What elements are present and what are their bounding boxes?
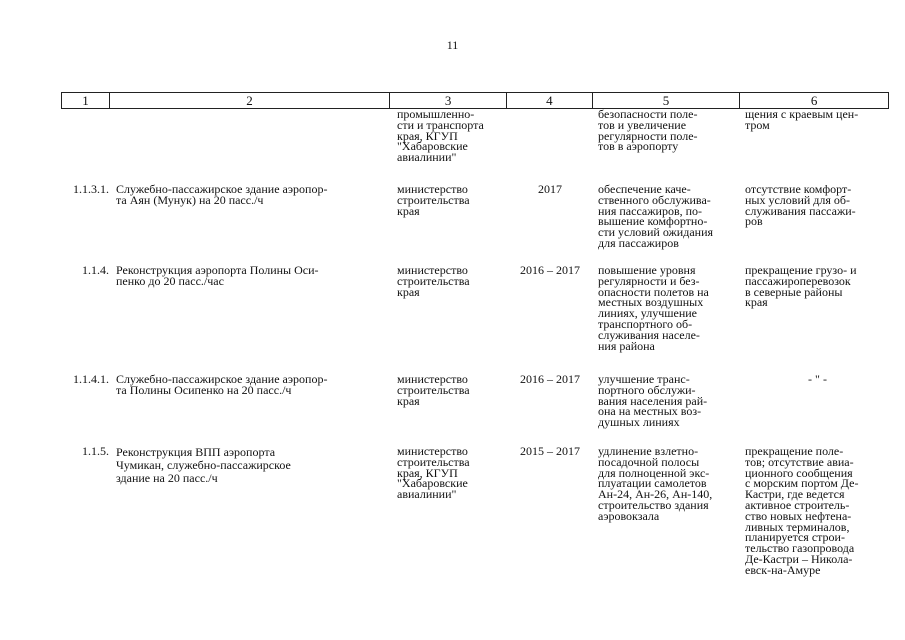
row-result: улучшение транс- портного обслужи- вания населения рай- она на местных воз- душных линиях — [598, 372, 708, 430]
row-number: 1.1.3.1. — [73, 182, 109, 196]
row-years: 2016 – 2017 — [520, 263, 580, 277]
row-number: 1.1.5. — [82, 444, 109, 458]
row-years: 2015 – 2017 — [520, 444, 580, 458]
column-header-2: 2 — [110, 93, 390, 108]
row-years: 2017 — [538, 182, 562, 196]
continuation-result-cell: безопасности поле- тов и увеличение регулярности поле- тов в аэропорту — [598, 107, 698, 154]
column-header-5: 5 — [593, 93, 741, 108]
row-name: Реконструкция аэропорта Полины Оси- пенко до 20 пасс./час — [116, 263, 319, 288]
row-result: обеспечение каче- ственного обслужива- ния пассажиров, по- вышение комфортно- сти условий ожидания для пассажиров — [598, 182, 714, 250]
row-result: повышение уровня регулярности и без- опасности полетов на местных воздушных линиях, улучшение транспортного об- служивания населе- ния района — [598, 263, 709, 353]
row-name: Служебно-пассажирское здание аэропор- та Полины Осипенко на 20 пасс./ч — [116, 372, 328, 397]
row-years: 2016 – 2017 — [520, 372, 580, 386]
row-executor: министерство строительства края — [397, 182, 470, 218]
row-problem: - " - — [808, 372, 827, 386]
row-problem: прекращение грузо- и пассажироперевозок в северные районы края — [745, 263, 857, 310]
row-executor: министерство строительства края — [397, 372, 470, 408]
row-problem: прекращение поле- тов; отсутствие авиа- ционного сообщения с морским портом Де- Кастри, где ведется активное строитель- ство новых нефтена- ливных терминалов, планируется строи- тельство газопровода Де-Кастри – Никола- евск-на-Амуре — [745, 444, 859, 577]
continuation-problem-cell: щения с краевым цен- тром — [745, 107, 859, 132]
column-header-4: 4 — [507, 93, 593, 108]
row-number: 1.1.4.1. — [73, 372, 109, 386]
row-name: Служебно-пассажирское здание аэропор- та Аян (Мунук) на 20 пасс./ч — [116, 182, 328, 207]
column-header-6: 6 — [810, 93, 818, 108]
column-header-1: 1 — [62, 93, 110, 108]
page-number: 11 — [446, 38, 459, 52]
row-name: Реконструкция ВПП аэропорта Чумикан, служебно-пассажирское здание на 20 пасс./ч — [116, 445, 291, 485]
column-header-3: 3 — [390, 93, 507, 108]
row-executor: министерство строительства края, КГУП "Хабаровские авиалинии" — [397, 444, 470, 502]
row-result: удлинение взлетно- посадочной полосы для полноценной экс- плуатации самолетов Ан-24, Ан-26, Ан-140, строительство здания аэровокзала — [598, 444, 713, 523]
row-problem: отсутствие комфорт- ных условий для об- служивания пассажи- ров — [745, 182, 856, 229]
row-executor: министерство строительства края — [397, 263, 470, 299]
row-number: 1.1.4. — [82, 263, 109, 277]
continuation-executor-cell: промышленно- сти и транспорта края, КГУП "Хабаровские авиалинии" — [397, 107, 484, 165]
